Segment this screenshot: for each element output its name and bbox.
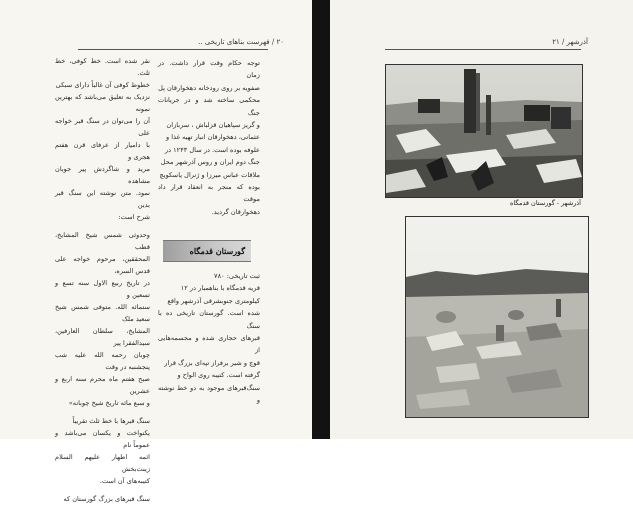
text-line: در تاریخ ربیع الاول سنه تسع و تسعین و [55, 279, 150, 299]
cemetery-photo-top-image [386, 65, 582, 197]
text-line: جنگ دوم ایران و روس آذرشهر محل [160, 158, 260, 167]
section-title: گورستان قدمگاه [163, 240, 251, 262]
book-binding-gap [312, 0, 330, 439]
text-line: نقر شده است. خط کوفی، خط ثلث. [55, 57, 150, 77]
text-line: شده است. گورستان تاریخی ده با سنگ [158, 309, 260, 330]
text-line: مرید و شاگردش پیر جوبان مشاهده [55, 165, 150, 185]
header-rule [78, 49, 268, 50]
text-line: و گریز سپاهیان قزلباش ، سربازان [166, 121, 260, 130]
text-line: یکنواخت و یکسان می‌باشد و عموماً نام [55, 429, 150, 449]
text-line: دهخوارقان گردید. [211, 207, 260, 216]
left-page [0, 0, 312, 503]
text-line: قوچ و شیر برفراز تپه‌ای بزرگ قرار [164, 358, 260, 367]
text-line: بوده که منجر به انعقاد قرار داد موقت [158, 183, 260, 204]
text-line: ائمه اطهار علیهم السلام زینت‌بخش [55, 453, 150, 473]
right-page-header: آذرشهر / ۲۱ [552, 38, 588, 46]
header-rule [385, 49, 581, 50]
text-line: وحدوثی شمس شیخ المشایخ، قطب [55, 231, 150, 251]
left-page-header: ۲۰ / فهرست بناهای تاریخی .. [198, 38, 284, 46]
text-line: توجه حکام وقت قرار داشت. در زمان [158, 59, 260, 80]
section-body [158, 270, 260, 406]
text-line: نزدیک به تعلیق می‌باشد که بهترین نمونه [55, 93, 150, 113]
text-line: سنگ‌قبرهای موجود به دو خط نوشته و [158, 383, 260, 405]
text-line: ستمائه الله. متوفی شمس شیخ سعید ملک [55, 303, 150, 323]
text-line: چوبان رحمه الله علیه شب پنجشنبه در وقت [55, 351, 150, 371]
text-line: عثمانی، دهخوارقان انبار تهیه غذا و [166, 133, 260, 142]
text-line: قریه قدمگاه با بناهمبار در ۱۲ [180, 284, 260, 293]
text-line: کیلومتری جنوبشرقی آذرشهر واقع [167, 296, 260, 305]
left-text-column [55, 55, 150, 505]
cemetery-photo-top [385, 64, 583, 198]
right-text-column [158, 57, 260, 218]
text-line: سنگ قبرهای بزرگ گورستان که [63, 495, 150, 503]
text-line: صفویه بر روی رودخانه دهخوارقان پل [158, 83, 260, 92]
text-line: خطوط کوفی آن غالباً دارای سبکی [55, 81, 150, 89]
text-line: علوفه بوده است. در سال ۱۲۴۳ در [164, 145, 260, 154]
cemetery-photo-bottom [405, 216, 589, 418]
text-line: گرفته است. کتیبه روی الواح و [177, 371, 260, 380]
text-line: سنگ قبرها با خط ثلث تقریباً [72, 417, 150, 425]
text-line: قبرهای حجاری شده و مجسمه‌هایی از [158, 334, 260, 355]
text-line: نمود. متن نوشته این سنگ قبر بدین [55, 189, 150, 209]
cemetery-photo-bottom-image [406, 217, 588, 417]
text-line: صبح هفتم ماه محرم سنه اربع و عشرین [55, 375, 150, 395]
text-line: ثبت تاریخی: ۷۸۰ [214, 272, 260, 280]
text-line: ملاقات عباس میرزا و ژنرال پاسکویچ [159, 170, 260, 179]
text-line: المشایخ، سلطان العارفین، سیدالفقرا پیر [55, 327, 150, 347]
text-line: المحققین، مرحوم خواجه علی قدس السره، [55, 255, 150, 275]
text-line: با دامیار از عرفای قرن هفتم هجری و [55, 141, 150, 161]
text-line: کتیبه‌های آن است. [99, 477, 150, 485]
text-line: آن را می‌توان در سنگ قبر خواجه علی [55, 117, 150, 137]
text-line: و سبع مائه تاریخ شیخ چوبانه» [68, 399, 150, 407]
photo-caption: آذرشهر - گورستان قدمگاه [510, 199, 581, 207]
text-line: محکمی ساخته شد و در جریانات جنگ [158, 96, 260, 117]
right-page [330, 0, 633, 439]
text-line: شرح است: [118, 213, 150, 221]
